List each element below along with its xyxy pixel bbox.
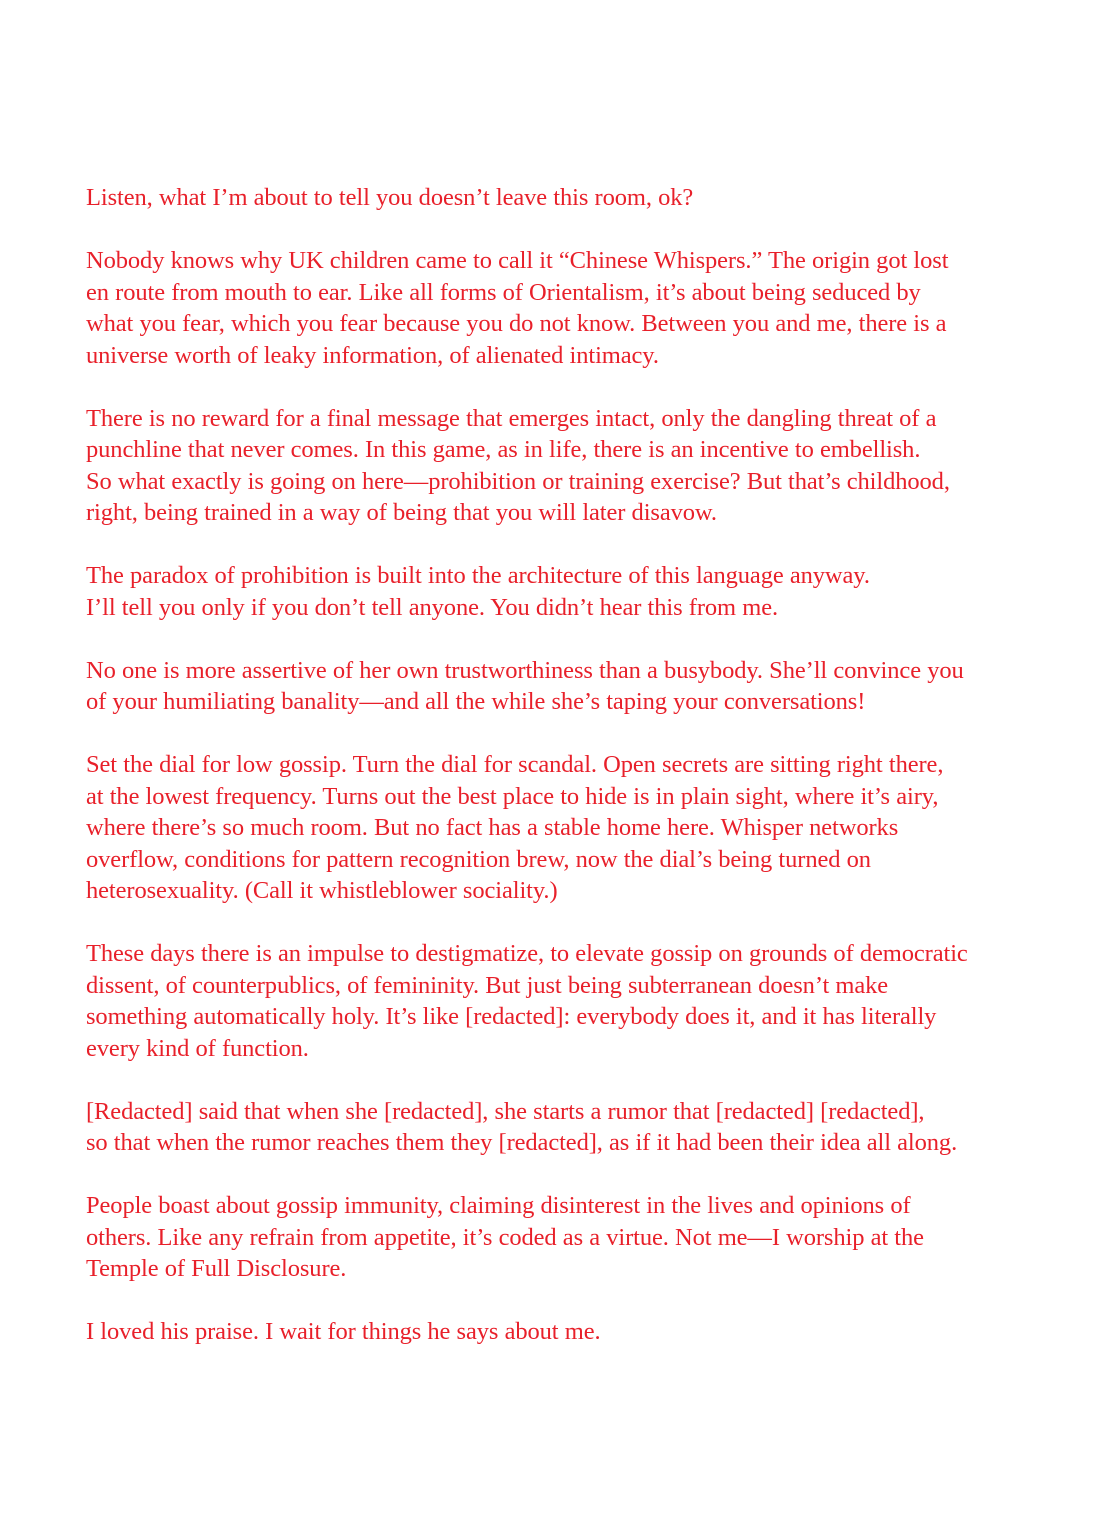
paragraph-3: There is no reward for a final message that emerges intact, only the dangling threat of a punchline that never comes. In this game, as in life, there is an incentive to embellish. So what exactly is going on here—prohibition or training exercise? But that’s childhood, right, being trained in a way of being that you will later disavow. xyxy=(86,404,950,526)
paragraph-6: Set the dial for low gossip. Turn the dial for scandal. Open secrets are sitting right there, at the lowest frequency. Turns out the best place to hide is in plain sight, where it’s airy, where there’s so much room. But no fact has a stable home here. Whisper networks overflow, conditions for pattern recognition brew, now the dial’s being turned on heterosexuality. (Call it whistleblower sociality.) xyxy=(86,751,944,904)
document-body xyxy=(86,182,1046,1348)
paragraph-7: These days there is an impulse to destigmatize, to elevate gossip on grounds of democratic dissent, of counterpublics, of femininity. But just being subterranean doesn’t make something automatically holy. It’s like [redacted]: everybody does it, and it has literally every kind of function. xyxy=(86,940,968,1062)
paragraph-5: No one is more assertive of her own trustworthiness than a busybody. She’ll convince you of your humiliating banality—and all the while she’s taping your conversations! xyxy=(86,656,964,715)
paragraph-9: People boast about gossip immunity, claiming disinterest in the lives and opinions of others. Like any refrain from appetite, it’s coded as a virtue. Not me—I worship at the Temple of Full Disclosure. xyxy=(86,1192,924,1282)
paragraph-2: Nobody knows why UK children came to call it “Chinese Whispers.” The origin got lost en route from mouth to ear. Like all forms of Orientalism, it’s about being seduced by what you fear, which you fear because you do not know. Between you and me, there is a universe worth of leaky information, of alienated intimacy. xyxy=(86,247,949,369)
paragraph-4: The paradox of prohibition is built into the architecture of this language anyway. I’ll tell you only if you don’t tell anyone. You didn’t hear this from me. xyxy=(86,562,870,621)
paragraph-1: Listen, what I’m about to tell you doesn’t leave this room, ok? xyxy=(86,184,694,211)
paragraph-8: [Redacted] said that when she [redacted], she starts a rumor that [redacted] [redacted], so that when the rumor reaches them they [redacted], as if it had been their idea all along. xyxy=(86,1097,958,1156)
paragraph-10: I loved his praise. I wait for things he says about me. xyxy=(86,1318,601,1345)
